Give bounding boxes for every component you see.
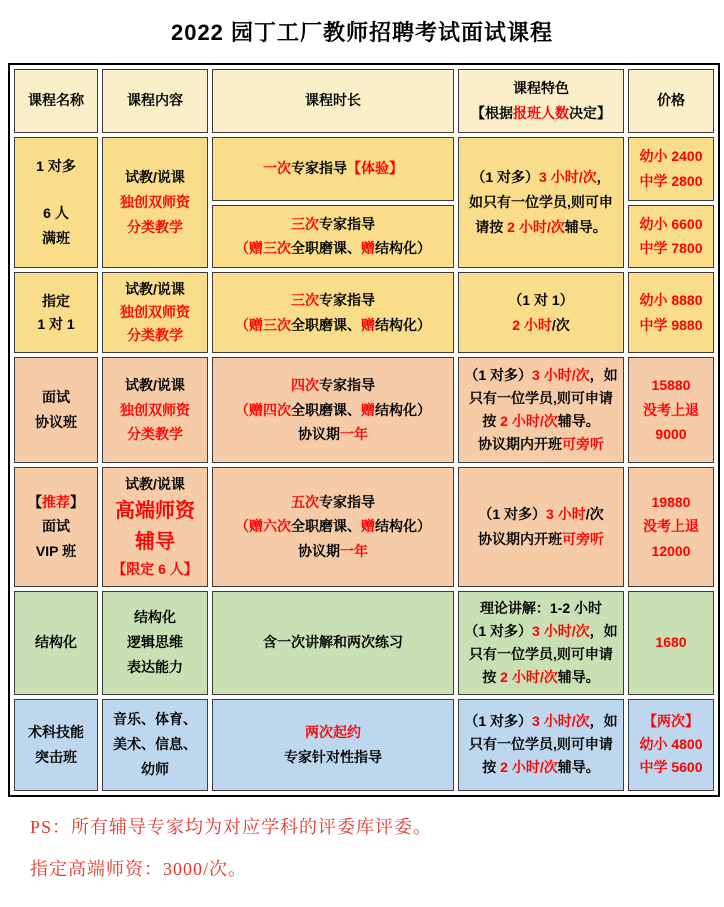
text-line: 两次起约 (305, 723, 361, 740)
text-line: 结构化 (134, 609, 176, 626)
cell-r1-name (14, 137, 98, 269)
text-line: 三次专家指导 (291, 215, 375, 232)
cell-r2-content (102, 272, 208, 353)
cell-r2-features (458, 272, 624, 353)
cell-r4-content (102, 467, 208, 587)
row-structured-class (14, 591, 714, 695)
text-line: 独创双师资 (120, 304, 190, 321)
cell-r6-price (628, 699, 714, 791)
text-line: 面试 (42, 389, 70, 406)
text-line: 9000 (655, 426, 687, 443)
row-skill-sprint-class (14, 699, 714, 791)
text-line: 中学 9880 (639, 316, 703, 333)
text-line: 1680 (655, 634, 687, 651)
text-line: 突击班 (35, 748, 77, 765)
cell-r5-name (14, 591, 98, 695)
cell-r6-content (102, 699, 208, 791)
cell-r1-content (102, 137, 208, 269)
text-line: 音乐、体育、 (113, 711, 197, 728)
header-row (14, 69, 714, 133)
footnote-designated-teacher-price: 指定高端师资：3000/次。 (30, 858, 248, 879)
cell-r3-features (458, 357, 624, 463)
cell-r5-content (102, 591, 208, 695)
cell-r6-features (458, 699, 624, 791)
text-line: 试教/说课 (125, 476, 185, 493)
text-line: 如只有一位学员,则可申 (469, 194, 613, 211)
text-line: 只有一位学员,则可申请 (469, 645, 613, 662)
text-line: （赠四次全职磨课、赠结构化） (235, 401, 431, 418)
text-line: 指定 (42, 292, 70, 309)
text-line: 19880 (651, 493, 691, 510)
text-line: （1 对多）3 小时/次，如 (464, 713, 618, 730)
text-line: 15880 (651, 376, 691, 393)
text-line: 一次专家指导【体验】 (263, 160, 403, 177)
footnote-ps: PS：所有辅导专家均为对应学科的评委库评委。 (30, 816, 433, 837)
cell-r5-duration (212, 591, 454, 695)
text-line: （1 对多）3 小时/次，如 (464, 622, 618, 639)
cell-r6-name (14, 699, 98, 791)
cell-r6-duration (212, 699, 454, 791)
text-line: 试教/说课 (125, 169, 185, 186)
text-line: 只有一位学员,则可申请 (469, 390, 613, 407)
cell-r2-name (14, 272, 98, 353)
text-line: 分类教学 (127, 219, 183, 235)
cell-r4-name (14, 467, 98, 587)
text-line: （1 对多）3 小时/次 (478, 506, 604, 523)
text-line: 按 2 小时/次辅导。 (482, 668, 600, 685)
text-line: 2 小时/次 (512, 316, 570, 333)
text-line: 课程内容 (127, 92, 183, 109)
text-line: 幼小 8880 (639, 291, 703, 308)
col-header-course-features (458, 69, 624, 133)
cell-r1b-duration (212, 205, 454, 269)
text-line: 中学 2800 (639, 172, 703, 189)
text-line: 幼小 6600 (639, 215, 703, 232)
cell-r1a-duration (212, 137, 454, 201)
page-title: 2022 园丁工厂教师招聘考试面试课程 (170, 20, 554, 45)
text-line: 幼小 4800 (639, 736, 703, 753)
text-line: 协议期一年 (298, 543, 368, 560)
cell-r2-duration (212, 272, 454, 353)
text-line: 没考上退 (643, 518, 699, 535)
text-line: 12000 (651, 543, 691, 560)
col-header-course-duration (212, 69, 454, 133)
col-header-price (628, 69, 714, 133)
text-line: 1 对多 (36, 158, 76, 175)
text-line: 满班 (42, 230, 70, 247)
text-line: 课程名称 (28, 92, 84, 109)
cell-r3-duration (212, 357, 454, 463)
course-table (8, 63, 720, 797)
text-line: 协议期一年 (298, 426, 368, 443)
text-line: 1 对 1 (37, 315, 75, 332)
row-1v6-class-sub1 (14, 137, 714, 201)
text-line: 协议期内开班可旁听 (478, 530, 604, 547)
text-line: 三次专家指导 (291, 291, 375, 308)
text-line: 美术、信息、 (113, 736, 197, 753)
text-line: 幼师 (141, 761, 169, 778)
text-line: 分类教学 (127, 426, 183, 443)
text-line: 中学 7800 (639, 240, 703, 257)
row-designated-1on1 (14, 272, 714, 353)
text-line: 四次专家指导 (291, 376, 375, 393)
cell-r1b-price (628, 205, 714, 269)
text-line: VIP 班 (35, 543, 77, 560)
text-line: 高端师资 (115, 499, 195, 522)
text-line: 按 2 小时/次辅导。 (482, 413, 600, 430)
text-line: 课程特色 (513, 80, 569, 96)
text-line: 专家针对性指导 (284, 748, 382, 765)
cell-r2-price (628, 272, 714, 353)
text-line: 请按 2 小时/次辅导。 (475, 219, 607, 235)
row-interview-agreement-class (14, 357, 714, 463)
cell-r4-price (628, 467, 714, 587)
text-line: （1 对 1） (508, 291, 574, 308)
col-header-course-name (14, 69, 98, 133)
text-line: 试教/说课 (125, 376, 185, 393)
text-line: （1 对多）3 小时/次，如 (464, 367, 618, 384)
text-line: 试教/说课 (125, 281, 185, 298)
text-line: 协议班 (35, 414, 77, 431)
cell-r5-price (628, 591, 714, 695)
text-line: （赠三次全职磨课、赠结构化） (235, 240, 431, 257)
text-line: （赠三次全职磨课、赠结构化） (235, 316, 431, 333)
text-line: 独创双师资 (120, 401, 190, 418)
cell-r1-features (458, 137, 624, 269)
text-line: 价格 (657, 92, 685, 109)
text-line: 结构化 (35, 634, 77, 651)
text-line: 6 人 (43, 205, 69, 222)
text-line: 按 2 小时/次辅导。 (482, 759, 600, 776)
cell-r3-content (102, 357, 208, 463)
cell-r3-name (14, 357, 98, 463)
cell-r3-price (628, 357, 714, 463)
text-line: 术科技能 (28, 723, 84, 740)
text-line: 协议期内开班可旁听 (478, 435, 604, 452)
footnotes (30, 813, 716, 881)
text-line: 面试 (42, 518, 70, 535)
text-line: 没考上退 (643, 401, 699, 418)
text-line: （1 对多）3 小时/次， (471, 169, 611, 186)
text-line: 理论讲解：1-2 小时 (479, 600, 603, 617)
row-interview-vip-class (14, 467, 714, 587)
text-line: 独创双师资 (120, 194, 190, 211)
text-line: 表达能力 (127, 659, 183, 676)
text-line: 中学 5600 (639, 759, 703, 776)
col-header-course-content (102, 69, 208, 133)
cell-r5-features (458, 591, 624, 695)
text-line: 只有一位学员,则可申请 (469, 736, 613, 753)
cell-r1a-price (628, 137, 714, 201)
text-line: 五次专家指导 (291, 493, 375, 510)
text-line: 辅导 (135, 530, 175, 553)
text-line: 分类教学 (127, 327, 183, 344)
text-line: 【推荐】 (28, 493, 84, 510)
text-line: 逻辑思维 (127, 634, 183, 651)
cell-r4-duration (212, 467, 454, 587)
text-line: （赠六次全职磨课、赠结构化） (235, 518, 431, 535)
text-line: 【限定 6 人】 (112, 560, 198, 577)
text-line: 【两次】 (643, 713, 699, 730)
text-line: 幼小 2400 (639, 147, 703, 164)
text-line: 课程时长 (305, 92, 361, 109)
text-line: 含一次讲解和两次练习 (263, 634, 403, 651)
text-line: 【根据报班人数决定】 (471, 104, 611, 121)
cell-r4-features (458, 467, 624, 587)
text-line (17, 182, 95, 198)
